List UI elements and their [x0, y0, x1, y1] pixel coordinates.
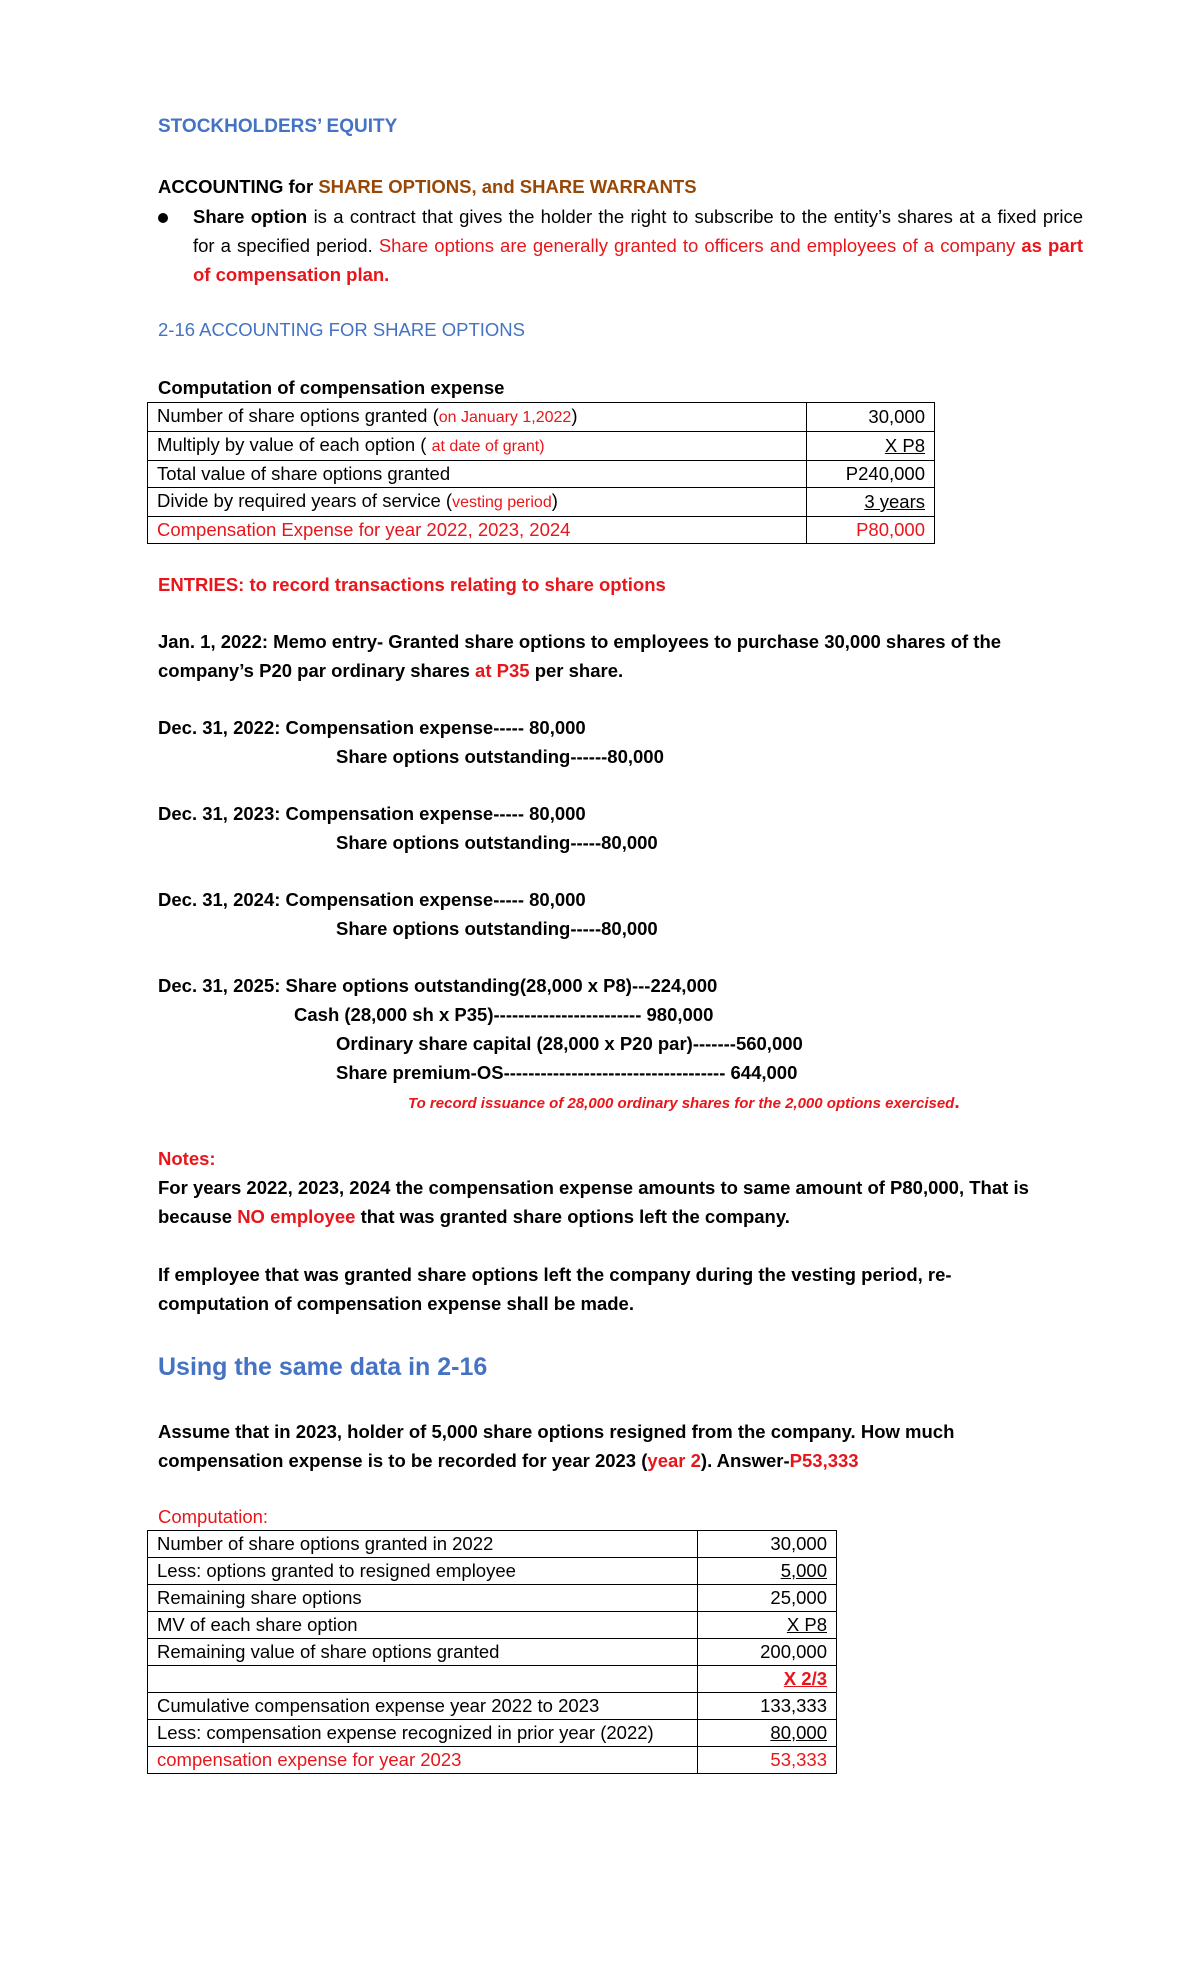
section-heading — [158, 173, 697, 201]
table-row — [148, 1585, 837, 1612]
table-row — [148, 432, 935, 461]
page-title: STOCKHOLDERS’ EQUITY — [158, 116, 398, 137]
table-cell-label: Less: options granted to resigned employee — [148, 1558, 698, 1585]
table-cell-label: Remaining share options — [148, 1585, 698, 1612]
table1-caption: Computation of compensation expense — [158, 377, 505, 398]
entry-2023-debit: Dec. 31, 2023: Compensation expense----- 80,000 — [158, 803, 586, 824]
share-option-term: Share option — [193, 206, 308, 227]
table-cell-label — [148, 1666, 698, 1693]
table-row — [148, 1693, 837, 1720]
assume-line2: compensation expense is to be recorded for year 2023 (year 2). Answer-P53,333 — [158, 1450, 859, 1471]
table-cell-value: P80,000 — [807, 517, 935, 544]
share-option-def: is a contract that gives the holder the right to subscribe to the entity’s shares at a fixed price for a specified period. — [193, 206, 1083, 256]
table-cell-label: Less: compensation expense recognized in prior year (2022) — [148, 1720, 698, 1747]
entry-2023-credit: Share options outstanding-----80,000 — [336, 832, 658, 853]
table-cell-label: Multiply by value of each option ( at date of grant) — [148, 432, 807, 461]
notes-p1-line1: For years 2022, 2023, 2024 the compensation expense amounts to same amount of P80,000, That is — [158, 1177, 1029, 1198]
assume-line1: Assume that in 2023, holder of 5,000 share options resigned from the company. How much — [158, 1421, 955, 1442]
section-heading-prefix: ACCOUNTING for — [158, 176, 319, 197]
table-cell-value: 25,000 — [697, 1585, 836, 1612]
entry-2024-debit: Dec. 31, 2024: Compensation expense----- 80,000 — [158, 889, 586, 910]
table-cell-value: 30,000 — [807, 403, 935, 432]
entry-2022-debit: Dec. 31, 2022: Compensation expense----- 80,000 — [158, 717, 586, 738]
table-row — [148, 403, 935, 432]
entry-2025-credit-capital: Ordinary share capital (28,000 x P20 par)-------560,000 — [336, 1033, 803, 1054]
table-row — [148, 488, 935, 517]
table-cell-label: Divide by required years of service (vesting period) — [148, 488, 807, 517]
table2-caption: Computation: — [158, 1506, 269, 1527]
table-cell-label: Number of share options granted (on January 1,2022) — [148, 403, 807, 432]
table-cell-label: Cumulative compensation expense year 2022 to 2023 — [148, 1693, 698, 1720]
table-cell-value: 200,000 — [697, 1639, 836, 1666]
table-cell-label: Total value of share options granted — [148, 461, 807, 488]
table-row — [148, 1666, 837, 1693]
table-cell-value: 80,000 — [697, 1720, 836, 1747]
share-option-compensation-plan: as part of compensation plan. — [193, 235, 1083, 285]
table-cell-value: 133,333 — [697, 1693, 836, 1720]
table-cell-label: MV of each share option — [148, 1612, 698, 1639]
table-cell-value: 5,000 — [697, 1558, 836, 1585]
share-option-compensation-note: Share options are generally granted to officers and employees of a company — [378, 235, 1022, 256]
entry-2022-credit: Share options outstanding------80,000 — [336, 746, 664, 767]
table-cell-value: 3 years — [807, 488, 935, 517]
table-cell-label: compensation expense for year 2023 — [148, 1747, 698, 1774]
table-cell-value: X P8 — [697, 1612, 836, 1639]
entry-2024-credit: Share options outstanding-----80,000 — [336, 918, 658, 939]
entries-heading: ENTRIES: to record transactions relating to share options — [158, 574, 666, 595]
entry-2025-debit-cash: Cash (28,000 sh x P35)------------------------ 980,000 — [294, 1004, 714, 1025]
table-row — [148, 1747, 837, 1774]
notes-p2-line2: computation of compensation expense shall be made. — [158, 1293, 634, 1314]
same-data-heading: Using the same data in 2-16 — [158, 1353, 488, 1381]
table-cell-value: 53,333 — [697, 1747, 836, 1774]
table-cell-label: Remaining value of share options granted — [148, 1639, 698, 1666]
table-row — [148, 1531, 837, 1558]
notes-heading: Notes: — [158, 1148, 216, 1169]
section-heading-highlight: SHARE OPTIONS, and SHARE WARRANTS — [318, 176, 697, 197]
table-row — [148, 461, 935, 488]
table-row — [148, 1720, 837, 1747]
notes-no-employee: NO employee — [237, 1206, 356, 1227]
table-cell-label: Number of share options granted in 2022 — [148, 1531, 698, 1558]
entry-2025-explanation: To record issuance of 28,000 ordinary shares for the 2,000 options exercised. — [408, 1092, 960, 1113]
subheading-2-16: 2-16 ACCOUNTING FOR SHARE OPTIONS — [158, 319, 525, 340]
assume-year-2: year 2 — [647, 1450, 701, 1471]
memo-entry-line2: company’s P20 par ordinary shares at P35 per share. — [158, 660, 624, 681]
compensation-table — [147, 402, 935, 544]
table-cell-label: Compensation Expense for year 2022, 2023, 2024 — [148, 517, 807, 544]
table-row — [148, 1558, 837, 1585]
share-option-definition — [193, 202, 1083, 289]
entry-2025-debit-options: Dec. 31, 2025: Share options outstanding(28,000 x P8)---224,000 — [158, 975, 718, 996]
table-row — [148, 517, 935, 544]
memo-entry-line1: Jan. 1, 2022: Memo entry- Granted share options to employees to purchase 30,000 shares of the — [158, 631, 1002, 652]
assume-answer: P53,333 — [789, 1450, 859, 1471]
table-cell-value: 30,000 — [697, 1531, 836, 1558]
notes-p1-line2: because NO employee that was granted share options left the company. — [158, 1206, 790, 1227]
entry-2025-credit-premium: Share premium-OS------------------------------------ 644,000 — [336, 1062, 798, 1083]
table-row — [148, 1612, 837, 1639]
computation-table — [147, 1530, 837, 1774]
table-cell-value: X 2/3 — [697, 1666, 836, 1693]
notes-p2-line1: If employee that was granted share options left the company during the vesting period, re- — [158, 1264, 952, 1285]
bullet-dot-icon — [158, 213, 168, 223]
table-cell-value: X P8 — [807, 432, 935, 461]
memo-entry-price: at P35 — [475, 660, 530, 681]
table-row — [148, 1639, 837, 1666]
table-cell-value: P240,000 — [807, 461, 935, 488]
